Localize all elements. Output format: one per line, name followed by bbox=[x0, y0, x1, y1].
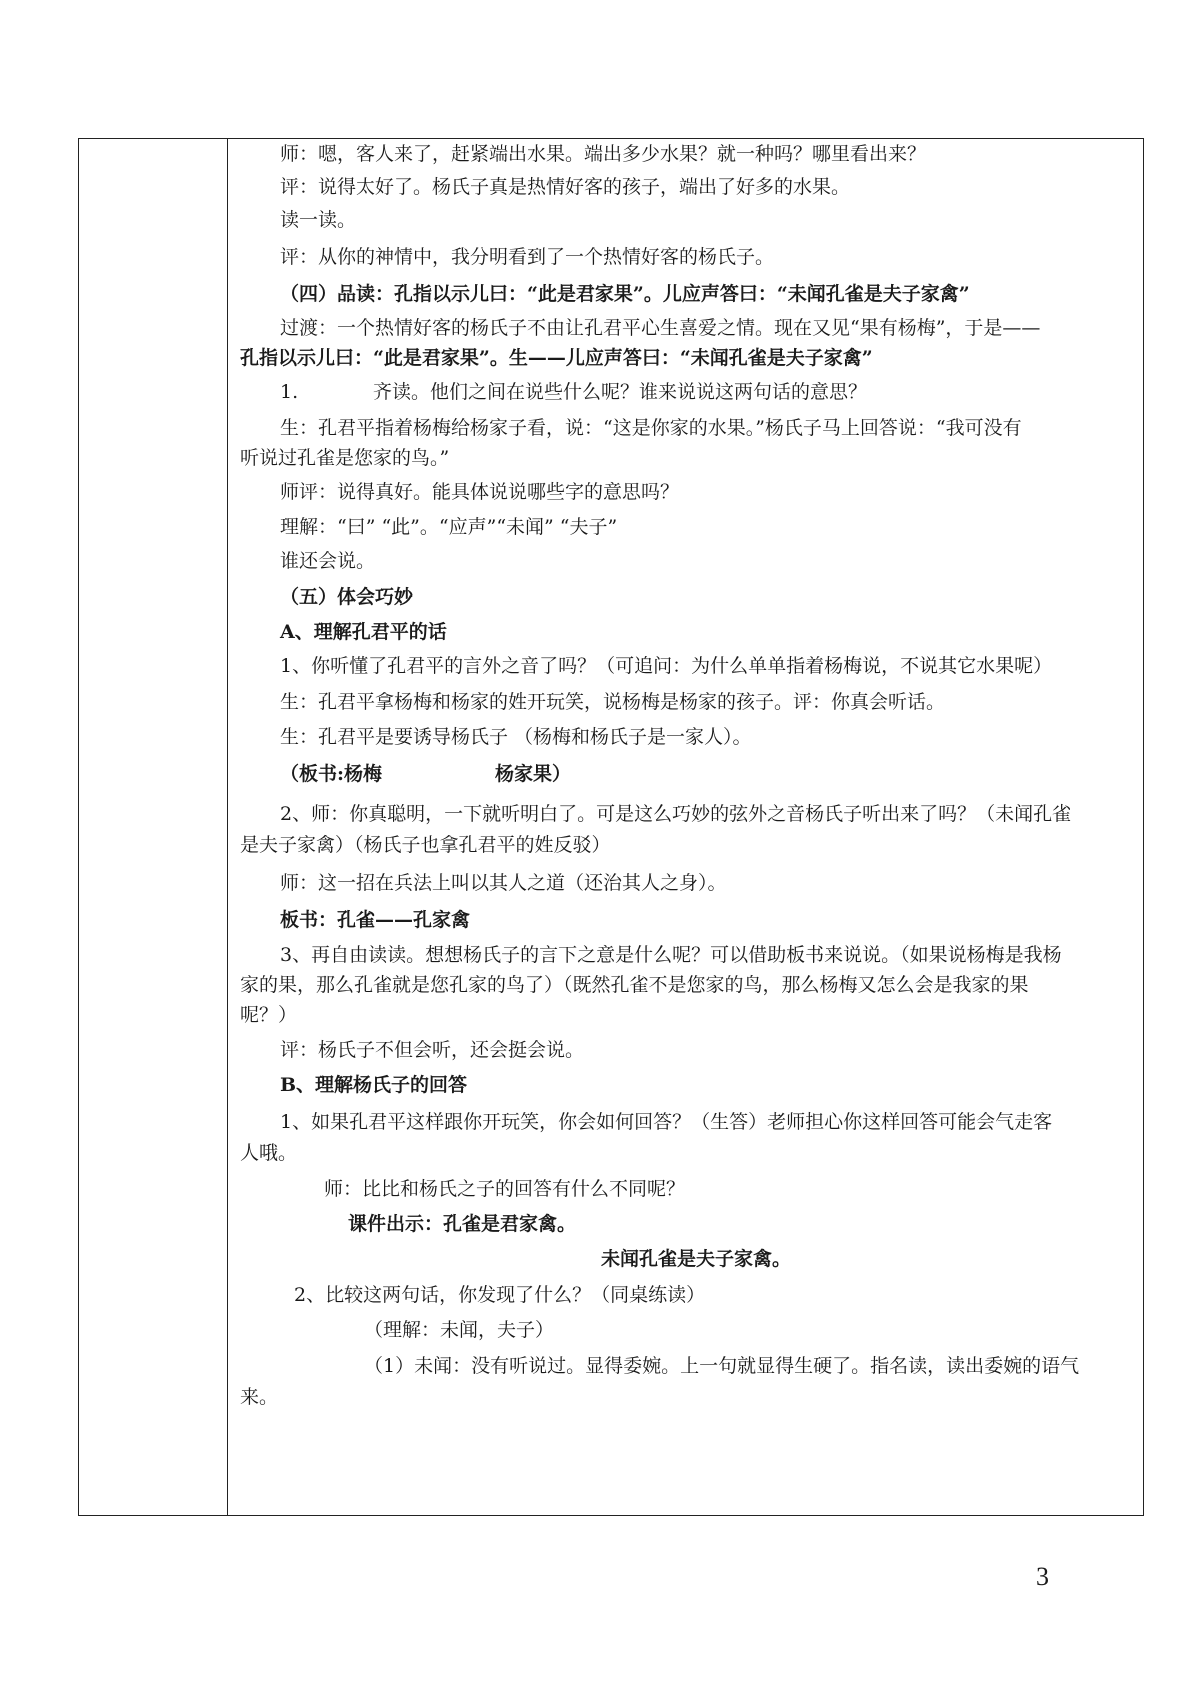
text-line: 谁还会说。 bbox=[280, 550, 376, 572]
text-line: 生：孔君平拿杨梅和杨家的姓开玩笑，说杨梅是杨家的孩子。评：你真会听话。 bbox=[280, 691, 946, 713]
text-line: 听说过孔雀是您家的鸟。” bbox=[240, 447, 450, 469]
text-line: 师：这一招在兵法上叫以其人之道（还治其人之身）。 bbox=[280, 872, 727, 894]
text-line: 1、如果孔君平这样跟你开玩笑，你会如何回答？（生答）老师担心你这样回答可能会气走客 bbox=[280, 1111, 1053, 1133]
text-line: 家的果，那么孔雀就是您孔家的鸟了）（既然孔雀不是您家的鸟，那么杨梅又怎么会是我家的果 bbox=[240, 974, 1029, 996]
list-number: 1. bbox=[280, 381, 299, 403]
text-line: 3、再自由读读。想想杨氏子的言下之意是什么呢？可以借助板书来说说。（如果说杨梅是我杨 bbox=[280, 944, 1062, 966]
text-line: 生：孔君平是要诱导杨氏子 （杨梅和杨氏子是一家人）。 bbox=[280, 726, 752, 748]
section-heading-5: （五）体会巧妙 bbox=[280, 586, 414, 608]
text-line: 1、你听懂了孔君平的言外之音了吗？（可追问：为什么单单指着杨梅说，不说其它水果呢） bbox=[280, 655, 1053, 677]
text-line: 师：嗯，客人来了，赶紧端出水果。端出多少水果？就一种吗？哪里看出来？ bbox=[280, 143, 927, 165]
text-line: 读一读。 bbox=[280, 209, 357, 231]
slide-display: 课件出示：孔雀是君家禽。 bbox=[348, 1213, 577, 1235]
text-line: 过渡：一个热情好客的杨氏子不由让孔君平心生喜爱之情。现在又见“果有杨梅”，于是—— bbox=[280, 317, 1041, 339]
text-line: 评：说得太好了。杨氏子真是热情好客的孩子，端出了好多的水果。 bbox=[280, 176, 851, 198]
slide-display: 未闻孔雀是夫子家禽。 bbox=[601, 1248, 792, 1270]
subheading-b: B、理解杨氏子的回答 bbox=[280, 1074, 468, 1096]
text-line: （1）未闻：没有听说过。显得委婉。上一句就显得生硬了。指名读，读出委婉的语气 bbox=[364, 1355, 1080, 1377]
text-line: 人哦。 bbox=[240, 1142, 298, 1164]
table-left-column bbox=[79, 139, 228, 1515]
page-number: 3 bbox=[1036, 1562, 1049, 1591]
text-line-bold: 孔指以示儿曰：“此是君家果”。生——儿应声答曰：“未闻孔雀是夫子家禽” bbox=[240, 347, 873, 369]
text-line: 评：杨氏子不但会听，还会挺会说。 bbox=[280, 1039, 585, 1061]
board-note: （板书:杨梅 bbox=[280, 763, 383, 785]
text-line: 是夫子家禽）（杨氏子也拿孔君平的姓反驳） bbox=[240, 834, 611, 856]
lesson-table bbox=[78, 138, 1144, 1516]
text-line: 齐读。他们之间在说些什么呢？谁来说说这两句话的意思？ bbox=[373, 381, 868, 403]
text-line: 师：比比和杨氏之子的回答有什么不同呢？ bbox=[324, 1178, 686, 1200]
text-line: 2、比较这两句话，你发现了什么？（同桌练读） bbox=[294, 1284, 706, 1306]
text-line: 师评：说得真好。能具体说说哪些字的意思吗？ bbox=[280, 481, 680, 503]
board-note: 板书：孔雀——孔家禽 bbox=[280, 909, 471, 931]
text-line: 评：从你的神情中，我分明看到了一个热情好客的杨氏子。 bbox=[280, 246, 775, 268]
text-line: 呢？） bbox=[240, 1004, 298, 1026]
text-line: （理解：未闻，夫子） bbox=[364, 1319, 555, 1341]
board-note: 杨家果） bbox=[495, 763, 572, 785]
text-line: 理解：“曰” “此”。“应声”“未闻” “夫子” bbox=[280, 516, 618, 538]
subheading-a: A、理解孔君平的话 bbox=[280, 621, 447, 643]
text-line: 来。 bbox=[240, 1386, 279, 1408]
text-line: 2、师：你真聪明，一下就听明白了。可是这么巧妙的弦外之音杨氏子听出来了吗？（未闻孔雀 bbox=[280, 803, 1072, 825]
text-line: 生：孔君平指着杨梅给杨家子看，说：“这是你家的水果。”杨氏子马上回答说：“我可没有 bbox=[280, 417, 1022, 439]
section-heading-4: （四）品读：孔指以示儿曰：“此是君家果”。儿应声答曰：“未闻孔雀是夫子家禽” bbox=[280, 283, 970, 305]
